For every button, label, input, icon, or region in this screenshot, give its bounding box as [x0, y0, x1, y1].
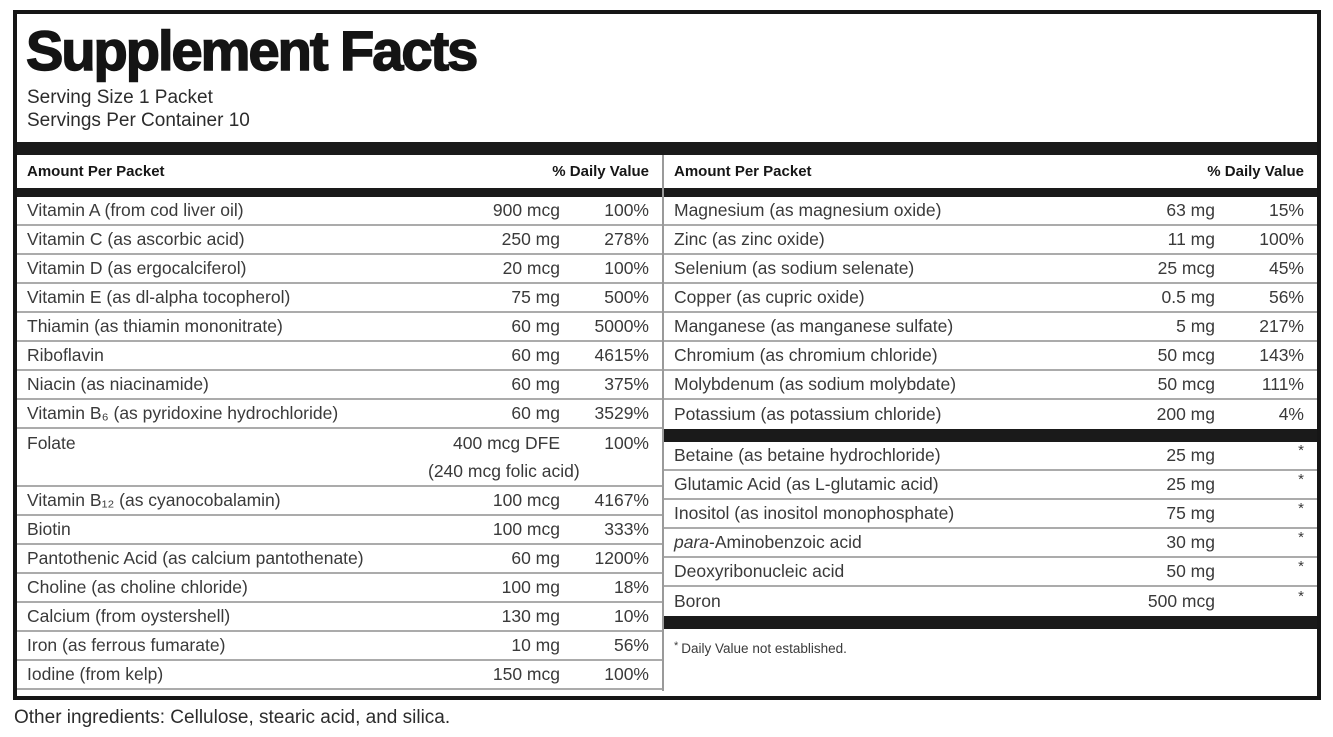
nutrient-name: Inositol (as inositol monophosphate): [674, 503, 955, 523]
nutrient-daily-value: 3529%: [594, 403, 649, 423]
nutrient-amount: 200 mg: [1156, 404, 1215, 424]
right-rows-minerals: [664, 197, 1317, 429]
servings-per-container: Servings Per Container 10: [27, 110, 250, 131]
table-row: [17, 226, 662, 255]
table-row: [17, 342, 662, 371]
table-row: [664, 529, 1317, 558]
nutrient-daily-value: *: [1298, 529, 1304, 546]
table-row: [664, 371, 1317, 400]
nutrient-name: Folate: [27, 433, 76, 453]
nutrient-amount: 100 mcg: [492, 490, 560, 510]
nutrient-amount: 500 mcg: [1147, 591, 1215, 611]
nutrient-name: Deoxyribonucleic acid: [674, 561, 845, 581]
header-divider-bar: [17, 188, 662, 197]
nutrient-amount: 130 mg: [501, 606, 560, 626]
nutrient-name: Niacin (as niacinamide): [27, 374, 209, 394]
nutrient-amount: 100 mg: [501, 577, 560, 597]
nutrient-daily-value: *: [1298, 471, 1304, 488]
nutrient-amount: 5 mg: [1176, 316, 1215, 336]
nutrient-amount: 75 mg: [511, 287, 560, 307]
table-row: [17, 632, 662, 661]
column-header-daily-value: % Daily Value: [1207, 163, 1304, 180]
nutrient-amount: 50 mcg: [1157, 374, 1215, 394]
nutrient-amount: 60 mg: [511, 548, 560, 568]
nutrient-name: Choline (as choline chloride): [27, 577, 248, 597]
right-column-header: [664, 155, 1317, 188]
other-ingredients: Other ingredients: Cellulose, stearic acid, and silica.: [14, 707, 451, 728]
right-rows-other: [664, 442, 1317, 616]
nutrient-name: Calcium (from oystershell): [27, 606, 231, 626]
nutrient-name: Thiamin (as thiamin mononitrate): [27, 316, 283, 336]
nutrient-daily-value: 100%: [604, 664, 649, 684]
nutrient-daily-value: *: [1298, 442, 1304, 459]
nutrient-daily-value: 5000%: [594, 316, 649, 336]
table-row: [17, 545, 662, 574]
footnote-text: Daily Value not established.: [681, 641, 847, 656]
nutrient-daily-value: *: [1298, 500, 1304, 517]
column-header-amount: Amount Per Packet: [674, 163, 812, 180]
nutrient-daily-value: 375%: [604, 374, 649, 394]
table-row: [664, 471, 1317, 500]
table-row: [664, 500, 1317, 529]
table-row: [664, 442, 1317, 471]
table-row: [664, 400, 1317, 429]
table-row: [664, 313, 1317, 342]
table-row: [664, 284, 1317, 313]
nutrient-daily-value: 278%: [604, 229, 649, 249]
nutrient-name: Zinc (as zinc oxide): [674, 229, 825, 249]
nutrient-name: Iron (as ferrous fumarate): [27, 635, 226, 655]
table-row: [664, 255, 1317, 284]
nutrient-name: Iodine (from kelp): [27, 664, 164, 684]
nutrient-daily-value: 4167%: [594, 490, 649, 510]
section-divider-bar: [664, 616, 1317, 629]
nutrient-amount: 11 mg: [1167, 229, 1215, 249]
nutrient-name: Vitamin E (as dl-alpha tocopherol): [27, 287, 291, 307]
table-row: [664, 558, 1317, 587]
nutrient-daily-value: 143%: [1259, 345, 1304, 365]
nutrient-name: para-Aminobenzoic acid: [674, 532, 862, 552]
section-divider-bar: [664, 429, 1317, 442]
nutrient-daily-value: *: [1298, 558, 1304, 575]
nutrient-name: Boron: [674, 591, 721, 611]
nutrient-amount: 900 mcg: [492, 200, 560, 220]
nutrient-amount: 0.5 mg: [1161, 287, 1215, 307]
nutrient-daily-value: *: [1298, 588, 1304, 605]
nutrient-name: Selenium (as sodium selenate): [674, 258, 915, 278]
nutrient-name: Manganese (as manganese sulfate): [674, 316, 954, 336]
nutrient-daily-value: 333%: [604, 519, 649, 539]
nutrient-amount: 25 mcg: [1157, 258, 1215, 278]
table-row: [664, 226, 1317, 255]
table-row: [664, 197, 1317, 226]
nutrient-name: Vitamin B₆ (as pyridoxine hydrochloride): [27, 403, 339, 423]
table-row-note: [17, 458, 662, 487]
table-row: [17, 429, 662, 458]
nutrient-name: Copper (as cupric oxide): [674, 287, 865, 307]
table-row: [17, 661, 662, 690]
table-row: [17, 487, 662, 516]
nutrient-amount: 50 mcg: [1157, 345, 1215, 365]
nutrient-name: Biotin: [27, 519, 71, 539]
nutrient-amount: 100 mcg: [492, 519, 560, 539]
nutrient-daily-value: 10%: [613, 606, 649, 626]
nutrient-name: Chromium (as chromium chloride): [674, 345, 938, 365]
nutrient-daily-value: 100%: [604, 258, 649, 278]
nutrient-amount: 25 mg: [1166, 474, 1215, 494]
table-columns: [17, 155, 1317, 691]
nutrient-amount: 63 mg: [1166, 200, 1215, 220]
nutrient-name: Magnesium (as magnesium oxide): [674, 200, 942, 220]
nutrient-amount: 60 mg: [511, 316, 560, 336]
nutrient-name: Vitamin B₁₂ (as cyanocobalamin): [27, 490, 281, 510]
nutrient-daily-value: 500%: [604, 287, 649, 307]
nutrient-amount-note: (240 mcg folic acid): [428, 461, 580, 481]
header-divider-bar: [664, 188, 1317, 197]
table-row: [17, 603, 662, 632]
nutrient-amount: 30 mg: [1166, 532, 1215, 552]
nutrient-daily-value: 217%: [1259, 316, 1304, 336]
nutrient-daily-value: 1200%: [594, 548, 649, 568]
nutrient-amount: 10 mg: [511, 635, 560, 655]
table-row: [17, 400, 662, 429]
nutrient-name: Potassium (as potassium chloride): [674, 404, 942, 424]
nutrient-name: Vitamin D (as ergocalciferol): [27, 258, 247, 278]
nutrient-amount: 400 mcg DFE: [453, 433, 560, 453]
table-row: [17, 574, 662, 603]
nutrient-amount: 150 mcg: [492, 664, 560, 684]
table-row: [17, 284, 662, 313]
nutrient-daily-value: 100%: [604, 200, 649, 220]
left-column-header: [17, 155, 662, 188]
footnote: [664, 629, 1317, 656]
column-header-amount: Amount Per Packet: [27, 163, 165, 180]
nutrient-daily-value: 56%: [613, 635, 649, 655]
nutrient-amount: 50 mg: [1166, 561, 1215, 581]
table-row: [17, 516, 662, 545]
nutrient-name: Vitamin A (from cod liver oil): [27, 200, 244, 220]
nutrient-amount: 60 mg: [511, 345, 560, 365]
nutrient-daily-value: 100%: [604, 433, 649, 453]
table-row: [664, 342, 1317, 371]
nutrient-amount: 75 mg: [1166, 503, 1215, 523]
nutrient-amount: 25 mg: [1166, 445, 1215, 465]
table-row: [664, 587, 1317, 616]
table-row: [17, 197, 662, 226]
supplement-facts-panel: [13, 10, 1321, 700]
nutrient-name: Riboflavin: [27, 345, 104, 365]
nutrient-daily-value: 100%: [1259, 229, 1304, 249]
nutrient-daily-value: 4%: [1278, 404, 1304, 424]
table-row: [17, 371, 662, 400]
nutrient-amount: 60 mg: [511, 374, 560, 394]
nutrient-amount: 20 mcg: [502, 258, 560, 278]
nutrient-amount: 60 mg: [511, 403, 560, 423]
nutrient-daily-value: 56%: [1268, 287, 1304, 307]
page-title: Supplement Facts: [26, 19, 477, 82]
nutrient-name: Pantothenic Acid (as calcium pantothenate): [27, 548, 364, 568]
table-row: [17, 313, 662, 342]
left-rows: [17, 197, 662, 690]
nutrient-daily-value: 15%: [1268, 200, 1304, 220]
footnote-asterisk: *: [674, 640, 679, 652]
nutrient-name: Molybdenum (as sodium molybdate): [674, 374, 957, 394]
table-row: [17, 255, 662, 284]
left-column: [17, 155, 662, 691]
top-divider-bar: [17, 142, 1317, 155]
nutrient-daily-value: 4615%: [594, 345, 649, 365]
column-header-daily-value: % Daily Value: [552, 163, 649, 180]
serving-size: Serving Size 1 Packet: [27, 87, 213, 108]
nutrient-daily-value: 45%: [1268, 258, 1304, 278]
nutrient-name: Betaine (as betaine hydrochloride): [674, 445, 941, 465]
nutrient-name: Vitamin C (as ascorbic acid): [27, 229, 245, 249]
nutrient-daily-value: 111%: [1261, 374, 1304, 394]
nutrient-name: Glutamic Acid (as L-glutamic acid): [674, 474, 939, 494]
nutrient-amount: 250 mg: [501, 229, 560, 249]
nutrient-daily-value: 18%: [613, 577, 649, 597]
right-column: [664, 155, 1317, 691]
